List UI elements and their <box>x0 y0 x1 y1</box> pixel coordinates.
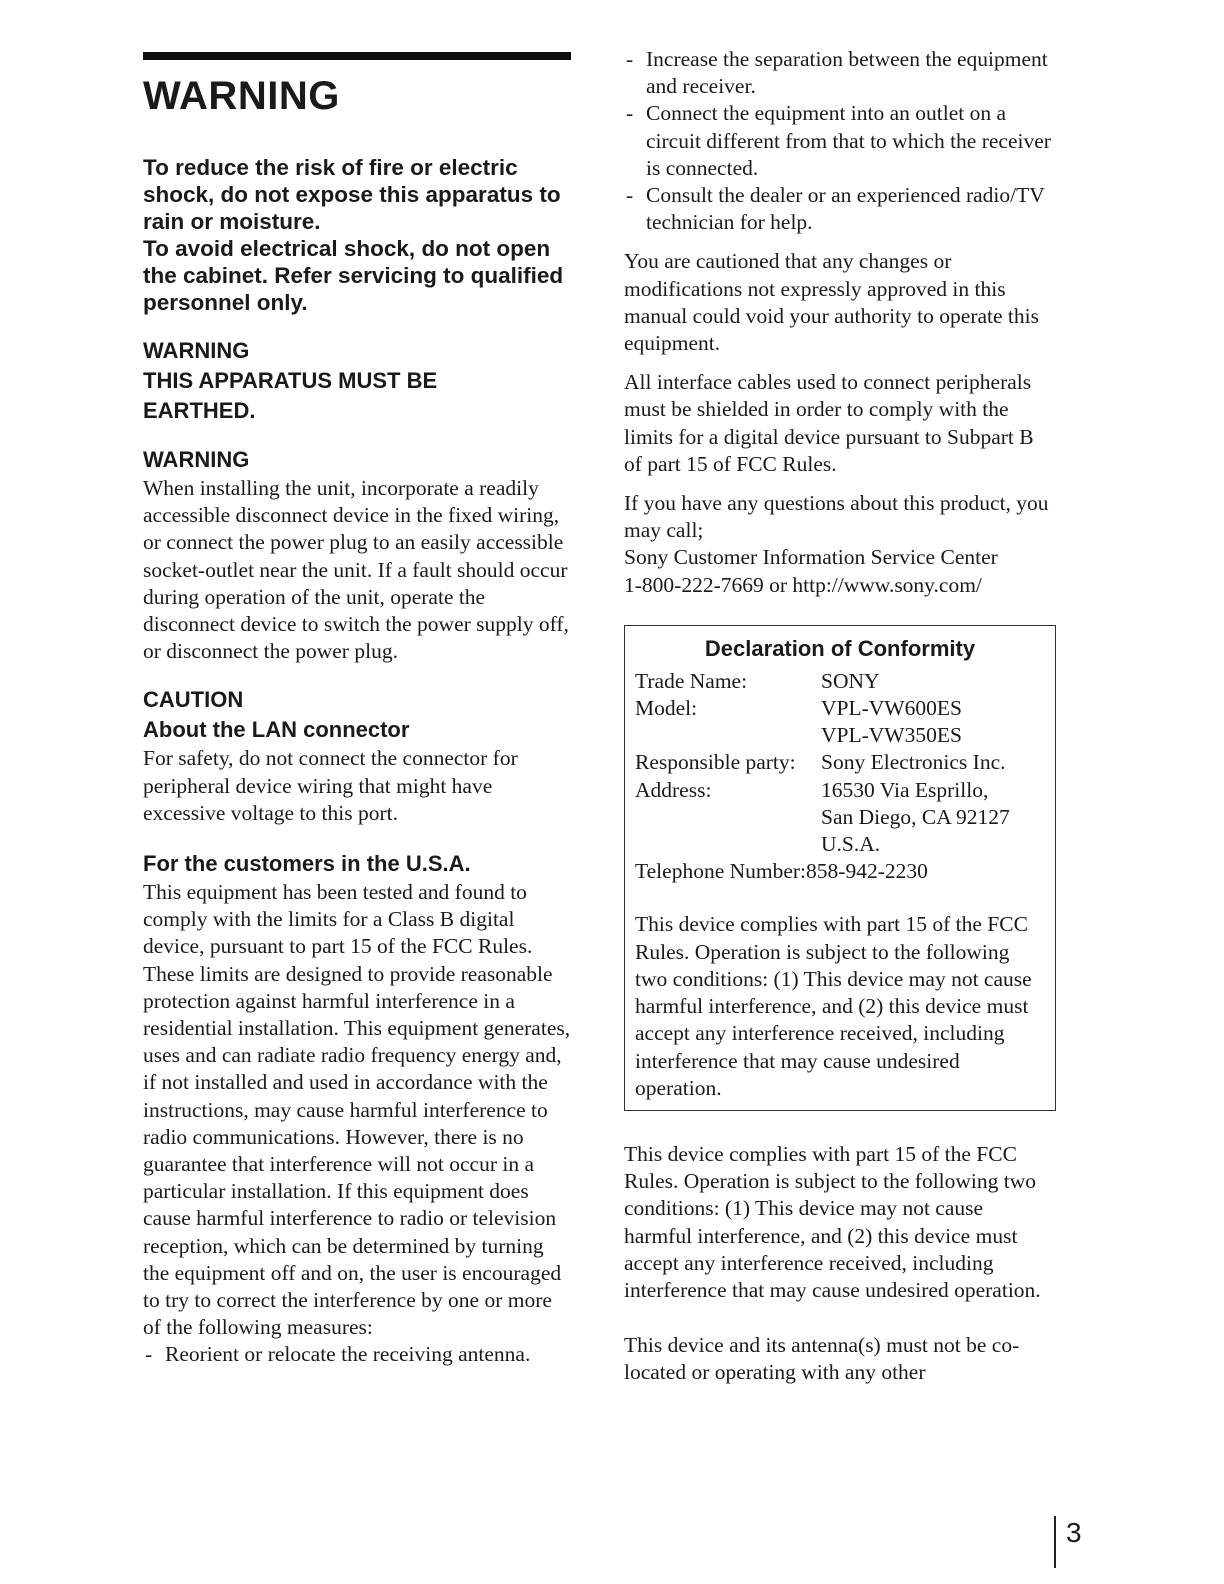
disconnect-warning: When installing the unit, incorporate a readily accessible disconnect device in the fixed wiring, or connect the power plug to an easily accessible socket-outlet near the unit. If a fault should occur during operation of the unit, operate the disconnect device to switch the power supply off, or disconnect the power plug. <box>143 476 569 664</box>
model-row <box>635 695 1045 722</box>
contact-info: 1-800-222-7669 or http://www.sony.com/ <box>624 572 982 597</box>
trade-name-row <box>635 668 1045 695</box>
questions-text: If you have any questions about this product, you may call; <box>624 491 1049 543</box>
party-label: Responsible party: <box>635 750 796 775</box>
modification-caution: You are cautioned that any changes or modifications not expressly approved in this manual could void your authority to operate this equipment. <box>624 249 1039 356</box>
warning-heading: WARNING <box>143 447 250 472</box>
address-row <box>635 804 1045 831</box>
trade-name-label: Trade Name: <box>635 668 748 693</box>
measures-list-right <box>624 46 1054 236</box>
title-rule <box>143 52 571 60</box>
warning-heading: WARNING <box>143 338 250 363</box>
address-value: U.S.A. <box>821 832 881 857</box>
declaration-title: Declaration of Conformity <box>704 635 976 661</box>
compliance-text: This device complies with part 15 of the FCC Rules. Operation is subject to the following two conditions: (1) This device may not cause harmful interference, and (2) this device must accept any interference received, including interference that may cause undesired operation. <box>624 1141 1041 1302</box>
measures-list-left <box>143 1341 573 1368</box>
address-label: Address: <box>635 777 712 802</box>
list-item: - Connect the equipment into an outlet on a circuit different from that to which the receiver is connected. <box>624 100 1054 182</box>
declaration-box <box>624 625 1056 1111</box>
page-number: 3 <box>1066 1517 1082 1548</box>
fire-warning: To reduce the risk of fire or electric shock, do not expose this apparatus to rain or moisture. <box>143 155 561 234</box>
list-item: - Increase the separation between the equipment and receiver. <box>624 46 1054 100</box>
list-item: - Reorient or relocate the receiving antenna. <box>143 1341 573 1368</box>
list-item: - Consult the dealer or an experienced radio/TV technician for help. <box>624 182 1054 236</box>
telephone-row: Telephone Number:858-942-2230 <box>635 859 928 884</box>
caution-heading: CAUTION <box>143 687 244 713</box>
service-center: Sony Customer Information Service Center <box>624 545 998 570</box>
lan-text: For safety, do not connect the connector for peripheral device wiring that might have excessive voltage to this port. <box>143 746 518 825</box>
model-row <box>635 722 1045 749</box>
model-value: VPL-VW600ES <box>821 696 962 721</box>
party-value: Sony Electronics Inc. <box>821 750 1006 775</box>
page-number-area <box>1054 1516 1082 1568</box>
cabinet-warning: To avoid electrical shock, do not open the cabinet. Refer servicing to qualified personnel only. <box>143 236 564 315</box>
cables-text: All interface cables used to connect peripherals must be shielded in order to comply with the limits for a digital device pursuant to Subpart B of part 15 of FCC Rules. <box>624 370 1034 476</box>
model-value: VPL-VW350ES <box>821 723 962 748</box>
box-compliance-text: This device complies with part 15 of the FCC Rules. Operation is subject to the following two conditions: (1) This device may not cause harmful interference, and (2) this device must accept any interference received, including interference that may cause undesired operation. <box>635 912 1032 1100</box>
party-row <box>635 749 1045 776</box>
usa-text: This equipment has been tested and found to comply with the limits for a Class B digital device, pursuant to part 15 of the FCC Rules. These limits are designed to provide reasonable protection against harmful interference in a residential installation. This equipment generates, uses and can radiate radio frequency energy and, if not installed and used in accordance with the instructions, may cause harmful interference to radio communications. However, there is no guarantee that interference will not occur in a particular installation. If this equipment does cause harmful interference to radio or television reception, which can be determined by turning the equipment off and on, the user is encouraged to try to correct the interference by one or more of the following measures: <box>143 880 571 1340</box>
left-column <box>143 52 573 1369</box>
lan-heading: About the LAN connector <box>143 717 410 743</box>
address-value: 16530 Via Esprillo, <box>821 777 989 802</box>
page-title: WARNING <box>143 74 340 118</box>
trade-name-value: SONY <box>821 668 880 693</box>
usa-heading: For the customers in the U.S.A. <box>143 851 471 877</box>
right-column <box>624 46 1054 1387</box>
antenna-text: This device and its antenna(s) must not be co-located or operating with any other <box>624 1333 1020 1385</box>
address-value: San Diego, CA 92127 <box>821 804 1010 829</box>
address-row <box>635 777 1045 804</box>
earthed-warning: THIS APPARATUS MUST BE EARTHED. <box>143 368 438 423</box>
address-row <box>635 831 1045 858</box>
model-label: Model: <box>635 696 698 721</box>
